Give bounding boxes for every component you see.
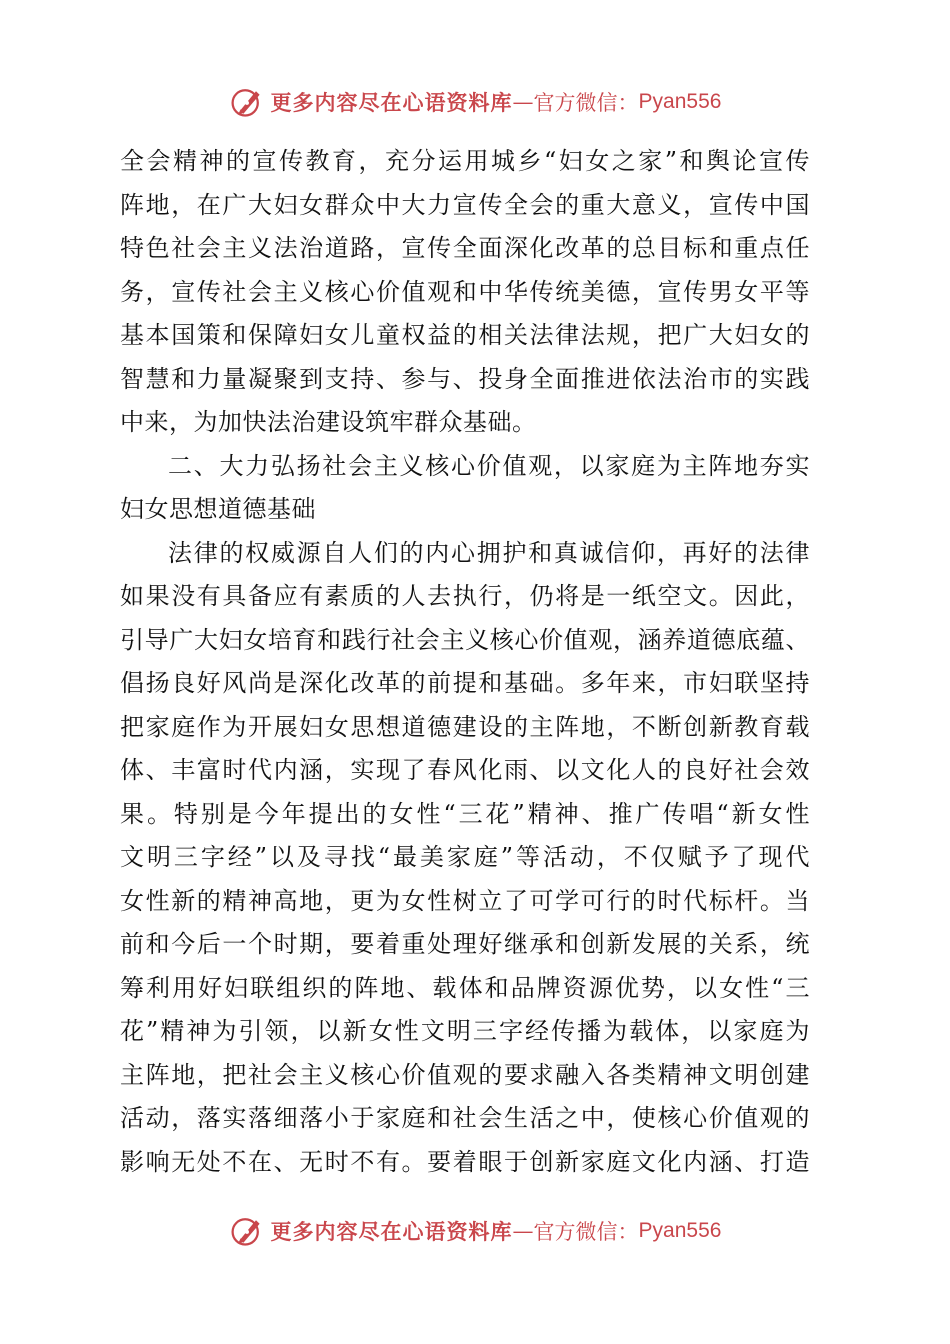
text-line: 筹利用好妇联组织的阵地、载体和品牌资源优势，以女性“三 [120, 973, 810, 1002]
text-line: 务，宣传社会主义核心价值观和中华传统美德，宣传男女平等 [120, 277, 810, 306]
text-line: 果。特别是今年提出的女性“三花”精神、推广传唱“新女性 [120, 799, 810, 828]
text-line: 基本国策和保障妇女儿童权益的相关法律法规，把广大妇女的 [120, 321, 810, 349]
text-line: 花”精神为引领，以新女性文明三字经传播为载体，以家庭为 [120, 1017, 810, 1045]
banner-separator: — [512, 1219, 534, 1243]
banner-title: 更多内容尽在心语资料库 [270, 90, 513, 115]
text-line: 阵地，在广大妇女群众中大力宣传全会的重大意义，宣传中国 [120, 190, 810, 219]
banner-separator: — [512, 90, 534, 114]
text-line: 如果没有具备应有素质的人去执行，仍将是一纸空文。因此， [120, 582, 810, 610]
text-line: 特色社会主义法治道路，宣传全面深化改革的总目标和重点任 [120, 234, 810, 262]
pen-nib-logo-icon [229, 84, 265, 120]
text-line: 中来，为加快法治建设筑牢群众基础。 [120, 408, 537, 436]
text-line: 文明三字经”以及寻找“最美家庭”等活动，不仅赋予了现代 [120, 843, 810, 871]
text-line: 主阵地，把社会主义核心价值观的要求融入各类精神文明创建 [120, 1060, 810, 1089]
banner-wechat-label: 官方微信： [533, 1220, 639, 1244]
banner-wechat-label: 官方微信： [533, 91, 639, 115]
pen-nib-logo-icon [229, 1213, 265, 1249]
section-heading-line: 妇女思想道德基础 [120, 495, 316, 523]
text-line: 活动，落实落细落小于家庭和社会生活之中，使核心价值观的 [120, 1104, 810, 1132]
text-line: 引导广大妇女培育和践行社会主义核心价值观，涵养道德底蕴、 [120, 625, 810, 654]
banner-wechat-id: Pyan556 [638, 90, 722, 113]
text-line: 智慧和力量凝聚到支持、参与、投身全面推进依法治市的实践 [120, 364, 810, 393]
text-line: 体、丰富时代内涵，实现了春风化雨、以文化人的良好社会效 [120, 756, 810, 784]
text-line: 倡扬良好风尚是深化改革的前提和基础。多年来，市妇联坚持 [120, 669, 810, 697]
text-line: 女性新的精神高地，更为女性树立了可学可行的时代标杆。当 [120, 886, 810, 915]
text-line: 前和今后一个时期，要着重处理好继承和创新发展的关系，统 [120, 930, 810, 958]
document-body [120, 140, 810, 1184]
header-banner [0, 82, 950, 122]
banner-title: 更多内容尽在心语资料库 [270, 1219, 513, 1244]
text-line: 法律的权威源自人们的内心拥护和真诚信仰，再好的法律 [168, 538, 810, 567]
text-line: 影响无处不在、无时不有。要着眼于创新家庭文化内涵、打造 [120, 1147, 810, 1176]
footer-banner [0, 1211, 950, 1251]
text-line: 把家庭作为开展妇女思想道德建设的主阵地，不断创新教育载 [120, 712, 810, 741]
section-heading-line: 二、大力弘扬社会主义核心价值观，以家庭为主阵地夯实 [168, 451, 810, 480]
text-line: 全会精神的宣传教育，充分运用城乡“妇女之家”和舆论宣传 [120, 147, 810, 175]
banner-wechat-id: Pyan556 [638, 1219, 722, 1242]
